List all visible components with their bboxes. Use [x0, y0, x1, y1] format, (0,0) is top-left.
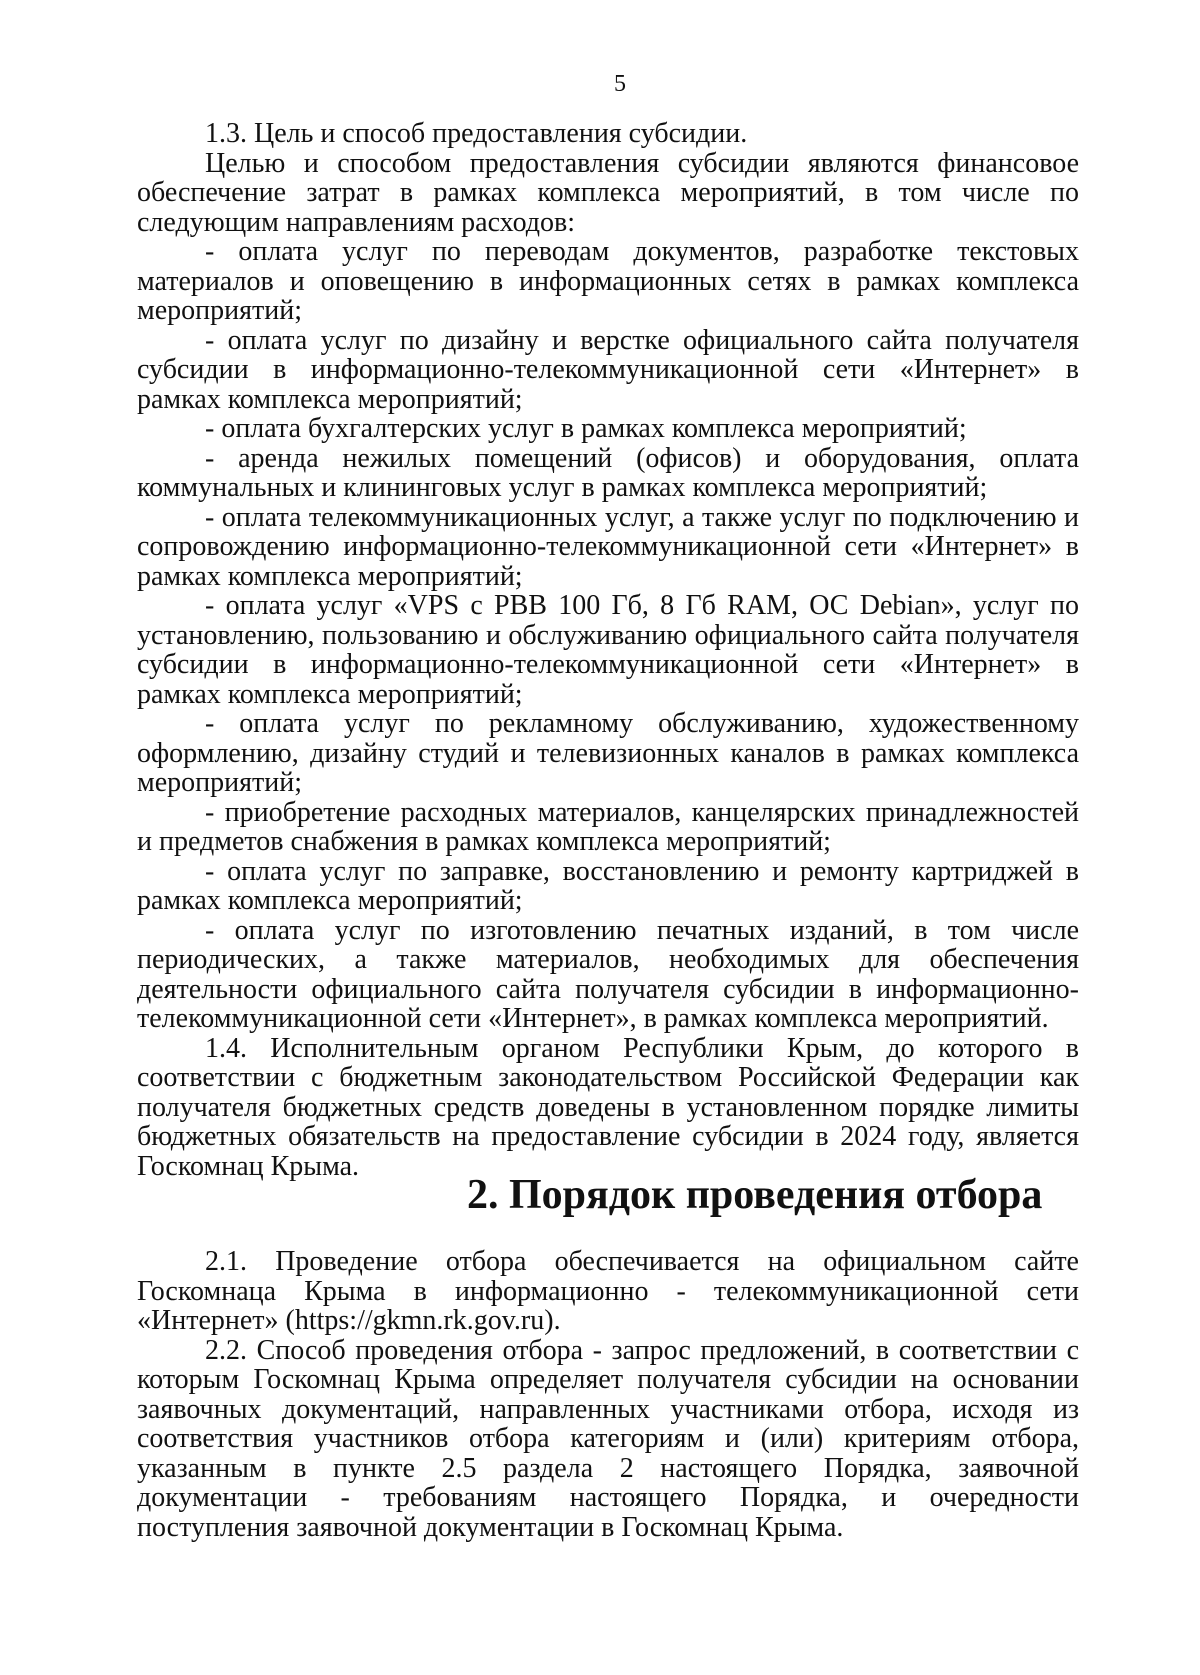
list-item-translation: - оплата услуг по переводам документов, разработке текстовых материалов и оповещению в информационных сетях в рамках комплекса мероприятий; [137, 236, 1079, 326]
list-item-telecom: - оплата телекоммуникационных услуг, а также услуг по подключению и сопровождению информационно-телекоммуникационной сети «Интернет» в рамках комплекса мероприятий; [137, 501, 1079, 592]
list-item-printing: - оплата услуг по изготовлению печатных изданий, в том числе периодических, а также материалов, необходимых для обеспечения деятельности официального сайта получателя субсидии в информационно-телекоммуникационной сети «Интернет», в рамках комплекса мероприятий. [137, 914, 1079, 1034]
page-number: 5 [614, 71, 626, 97]
list-item-accounting: - оплата бухгалтерских услуг в рамках комплекса мероприятий; [205, 413, 967, 444]
paragraph-1-3-title: 1.3. Цель и способ предоставления субсидии. [205, 118, 748, 149]
section-heading: 2. Порядок проведения отбора [467, 1172, 1043, 1218]
paragraph-2-1: 2.1. Проведение отбора обеспечивается на официальном сайте Госкомнаца Крыма в информационно - телекоммуникационной сети «Интернет» (https://gkmn.rk.gov.ru). [137, 1246, 1079, 1336]
list-item-vps: - оплата услуг «VPS с РВВ 100 Гб, 8 Гб RAM, ОС Debian», услуг по установлению, пользованию и обслуживанию официального сайта получателя субсидии в информационно-телекоммуникационной сети «Интернет» в рамках комплекса мероприятий; [137, 590, 1079, 710]
paragraph-1-4: 1.4. Исполнительным органом Республики Крым, до которого в соответствии с бюджетным законодательством Российской Федерации как получателя бюджетных средств доведены в установленном порядке лимиты бюджетных обязательств на предоставление субсидии в 2024 году, является Госкомнац Крыма. [137, 1032, 1079, 1182]
list-item-website-design: - оплата услуг по дизайну и верстке официального сайта получателя субсидии в информационно-телекоммуникационной сети «Интернет» в рамках комплекса мероприятий; [137, 324, 1079, 415]
document-body [137, 119, 1079, 1542]
list-item-advertising: - оплата услуг по рекламному обслуживанию, художественному оформлению, дизайну студий и телевизионных каналов в рамках комплекса мероприятий; [137, 708, 1079, 798]
heading-spacer [137, 1224, 1079, 1247]
paragraph-2-2: 2.2. Способ проведения отбора - запрос предложений, в соответствии с которым Госкомнац Крыма определяет получателя субсидии на основании заявочных документаций, направленных участниками отбора, исходя из соответствия участников отбора категориям и (или) критериям отбора, указанным в пункте 2.5 раздела 2 настоящего Порядка, заявочной документации - требованиям настоящего Порядка, и очередности поступления заявочной документации в Госкомнац Крыма. [137, 1334, 1079, 1543]
list-item-rent: - аренда нежилых помещений (офисов) и оборудования, оплата коммунальных и клининговых услуг в рамках комплекса мероприятий; [137, 442, 1079, 503]
list-item-supplies: - приобретение расходных материалов, канцелярских принадлежностей и предметов снабжения в рамках комплекса мероприятий; [137, 796, 1079, 857]
list-item-cartridges: - оплата услуг по заправке, восстановлению и ремонту картриджей в рамках комплекса мероприятий; [137, 855, 1079, 916]
section-heading-wrap [137, 1172, 1079, 1224]
paragraph-purpose: Целью и способом предоставления субсидии являются финансовое обеспечение затрат в рамках комплекса мероприятий, в том числе по следующим направлениям расходов: [137, 147, 1079, 238]
